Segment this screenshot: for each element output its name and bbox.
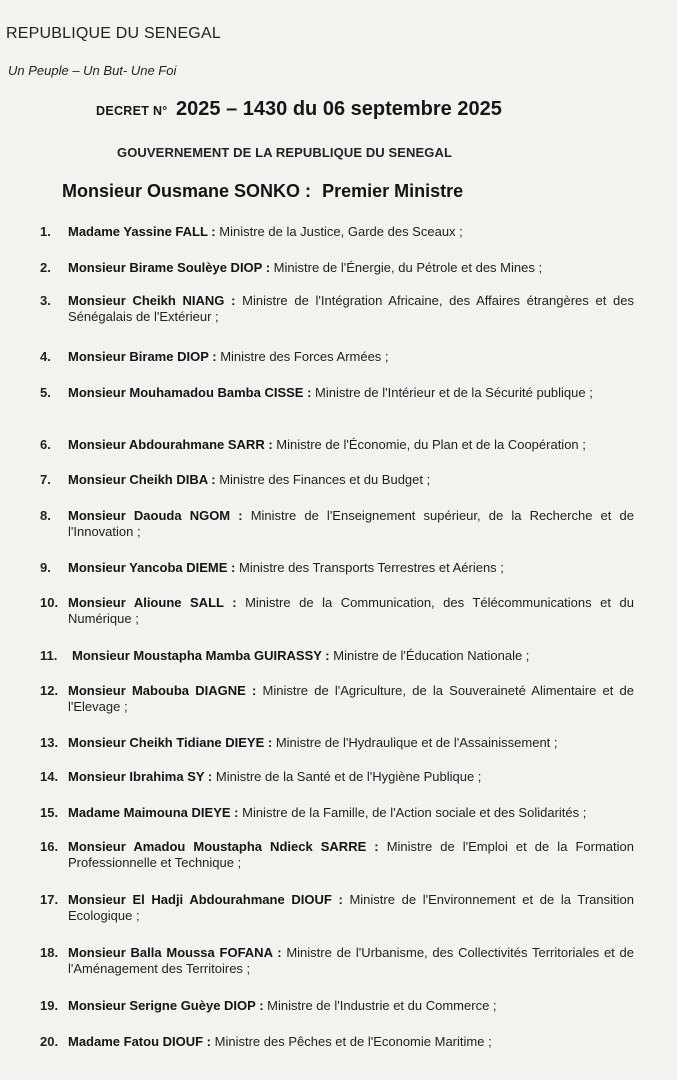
minister-name: Monsieur Birame Soulèye DIOP : [68, 260, 271, 275]
national-motto: Un Peuple – Un But- Une Foi [8, 63, 177, 78]
minister-name: Monsieur Moustapha Mamba GUIRASSY : [72, 648, 330, 663]
minister-portfolio: Ministre de la Santé et de l'Hygiène Publique ; [215, 769, 482, 784]
minister-portfolio: Ministre des Forces Armées ; [220, 349, 389, 364]
minister-name: Monsieur Cheikh NIANG : [68, 293, 236, 308]
minister-name: Monsieur Mouhamadou Bamba CISSE : [68, 385, 312, 400]
item-number: 13. [40, 735, 59, 750]
item-number: 5. [40, 385, 51, 400]
item-number: 18. [40, 945, 59, 960]
minister-name: Monsieur Daouda NGOM : [68, 508, 243, 523]
item-number: 9. [40, 560, 51, 575]
decree-title [96, 98, 502, 121]
minister-name: Monsieur Balla Moussa FOFANA : [68, 945, 282, 960]
minister-name: Monsieur Yancoba DIEME : [68, 560, 236, 575]
item-number: 19. [40, 998, 59, 1013]
minister-portfolio: Ministre de l'Industrie et du Commerce ; [267, 998, 497, 1013]
minister-portfolio: Ministre de l'Agriculture, de la Souveraineté Alimentaire et de l'Elevage ; [68, 683, 634, 714]
minister-portfolio: Ministre de l'Hydraulique et de l'Assainissement ; [275, 735, 558, 750]
minister-portfolio: Ministre de l'Intégration Africaine, des Affaires étrangères et des Sénégalais de l'Extérieur ; [68, 293, 634, 324]
item-number: 20. [40, 1034, 59, 1049]
minister-name: Monsieur Birame DIOP : [68, 349, 217, 364]
minister-name: Monsieur Amadou Moustapha Ndieck SARRE : [68, 839, 379, 854]
item-number: 2. [40, 260, 51, 275]
prime-minister-line [62, 181, 463, 202]
minister-name: Madame Fatou DIOUF : [68, 1034, 212, 1049]
minister-name: Monsieur Mabouba DIAGNE : [68, 683, 257, 698]
minister-name: Monsieur Serigne Guèye DIOP : [68, 998, 264, 1013]
minister-name: Monsieur Cheikh Tidiane DIEYE : [68, 735, 273, 750]
item-number: 6. [40, 437, 51, 452]
item-number: 15. [40, 805, 59, 820]
prime-minister-title: Premier Ministre [322, 181, 464, 201]
decree-label: DECRET N° [96, 104, 168, 118]
minister-portfolio: Ministre de la Justice, Garde des Sceaux ; [219, 224, 463, 239]
item-number: 1. [40, 224, 51, 239]
minister-name: Monsieur Abdourahmane SARR : [68, 437, 273, 452]
minister-portfolio: Ministre des Finances et du Budget ; [219, 472, 431, 487]
item-number: 16. [40, 839, 59, 854]
government-heading: GOUVERNEMENT DE LA REPUBLIQUE DU SENEGAL [117, 145, 453, 160]
minister-portfolio: Ministre des Transports Terrestres et Aériens ; [238, 560, 504, 575]
item-number: 11. [40, 648, 58, 663]
minister-portfolio: Ministre des Pêches et de l'Economie Maritime ; [214, 1034, 492, 1049]
minister-portfolio: Ministre de la Famille, de l'Action sociale et des Solidarités ; [242, 805, 587, 820]
minister-portfolio: Ministre de l'Intérieur et de la Sécurité publique ; [315, 385, 593, 400]
item-number: 14. [40, 769, 59, 784]
item-number: 17. [40, 892, 59, 907]
minister-portfolio: Ministre de l'Environnement et de la Transition Ecologique ; [68, 892, 634, 923]
prime-minister-name: Monsieur Ousmane SONKO : [62, 181, 312, 201]
minister-name: Monsieur El Hadji Abdourahmane DIOUF : [68, 892, 343, 907]
minister-portfolio: Ministre de l'Urbanisme, des Collectivités Territoriales et de l'Aménagement des Territoires ; [68, 945, 634, 976]
item-number: 7. [40, 472, 51, 487]
item-number: 3. [40, 293, 51, 308]
minister-name: Monsieur Alioune SALL : [68, 595, 237, 610]
decree-number: 2025 – 1430 du 06 septembre 2025 [176, 98, 502, 120]
item-number: 10. [40, 595, 59, 610]
minister-name: Monsieur Ibrahima SY : [68, 769, 213, 784]
minister-portfolio: Ministre de l'Économie, du Plan et de la Coopération ; [276, 437, 586, 452]
item-number: 4. [40, 349, 51, 364]
minister-name: Monsieur Cheikh DIBA : [68, 472, 216, 487]
item-number: 8. [40, 508, 51, 523]
minister-name: Madame Yassine FALL : [68, 224, 216, 239]
minister-name: Madame Maimouna DIEYE : [68, 805, 239, 820]
minister-portfolio: Ministre de l'Enseignement supérieur, de la Recherche et de l'Innovation ; [68, 508, 634, 539]
minister-portfolio: Ministre de l'Énergie, du Pétrole et des Mines ; [273, 260, 543, 275]
minister-portfolio: Ministre de l'Emploi et de la Formation Professionnelle et Technique ; [68, 839, 634, 870]
republic-heading: REPUBLIQUE DU SENEGAL [6, 25, 221, 42]
minister-portfolio: Ministre de l'Éducation Nationale ; [333, 648, 530, 663]
minister-portfolio: Ministre de la Communication, des Télécommunications et du Numérique ; [68, 595, 634, 626]
item-number: 12. [40, 683, 59, 698]
